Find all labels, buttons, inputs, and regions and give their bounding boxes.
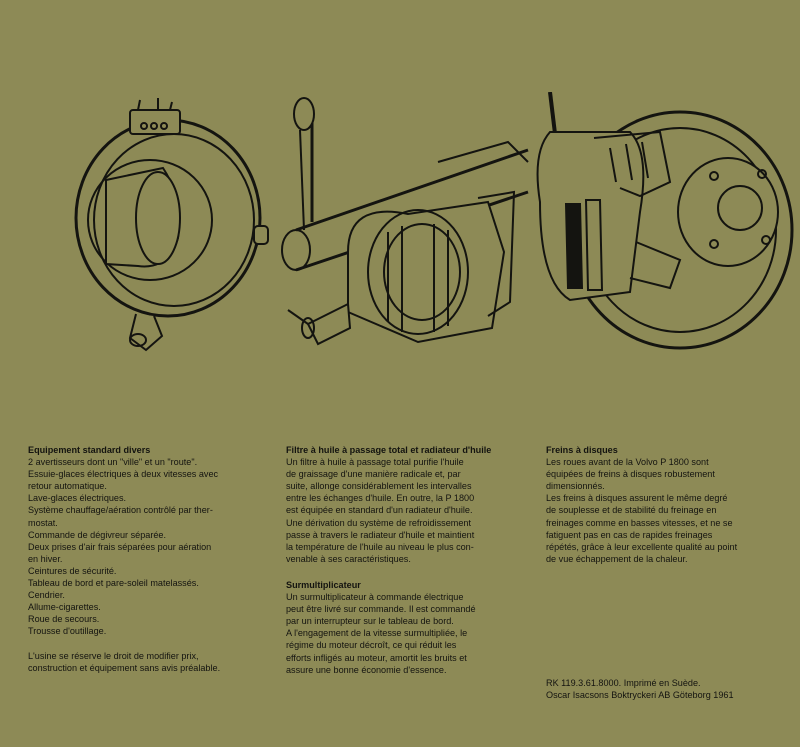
disc-brakes-column [546, 444, 784, 565]
overdrive-text: Un surmultiplicateur à commande électrique peut être livré sur commande. Il est commandé par un interrupteur sur le tableau de bord. A l'engagement de la vitesse surmultipliée, le régime du moteur décroît, ce qui réduit les efforts infligés au moteur, amortit les bruits et assure une bonne économie d'essence. [286, 592, 476, 675]
overdrive-heading: Surmultiplicateur [286, 579, 361, 590]
disc-brake-illustration [530, 92, 794, 354]
disc-brakes-text: Les freins à disques assurent le même degré de souplesse et de stabilité du freinage en freinages comme en basses vitesses, et ne se fatiguent pas en cas de rapides freinages répétés, grâce à leur excellente qualité au point de vue échappement de la chaleur. [546, 493, 738, 564]
equipment-heading: Equipement standard divers [28, 445, 151, 455]
oil-filter-column [286, 444, 528, 676]
equipment-column [28, 444, 278, 674]
headlamp-illustration [58, 88, 288, 358]
printer-imprint: RK 119.3.61.8000. Imprimé en Suède. Oscar Isacsons Boktryckeri AB Göteborg 1961 [546, 678, 734, 701]
oil-filter-text: Un filtre à huile à passage total purifie l'huile de graissage d'une manière radicale et, par suite, allonge considérablement les intervalles entre les échanges d'huile. En outre, la P 1800 est équipée en standard d'un radiateur d'huile. Une dérivation du système de refroidissement passe à travers le radiateur d'huile et maintient la température de l'huile au niveau le plus con- venable à ses caractéristiques. [286, 457, 475, 564]
disc-brakes-heading: Freins à disques [546, 445, 618, 455]
equipment-note: L'usine se réserve le droit de modifier prix, construction et équipement sans avis préalable. [28, 650, 221, 673]
gearbox-illustration [278, 92, 540, 360]
oil-filter-heading: Filtre à huile à passage total et radiateur d'huile [286, 445, 492, 455]
disc-brakes-intro: Les roues avant de la Volvo P 1800 sont équipées de freins à disques robustement dimensionnés. [546, 457, 715, 492]
equipment-list: 2 avertisseurs dont un "ville" et un "route". Essuie-glaces électriques à deux vitesses avec retour automatique. Lave-glaces électriques. Système chauffage/aération contrôlé par ther- mostat. Commande de dégivreur séparée. Deux prises d'air frais séparées pour aération en hiver. Ceintures de sécurité. Tableau de bord et pare-soleil matelassés. Cendrier. Allume-cigarettes. Roue de secours. Trousse d'outillage. [28, 457, 219, 637]
